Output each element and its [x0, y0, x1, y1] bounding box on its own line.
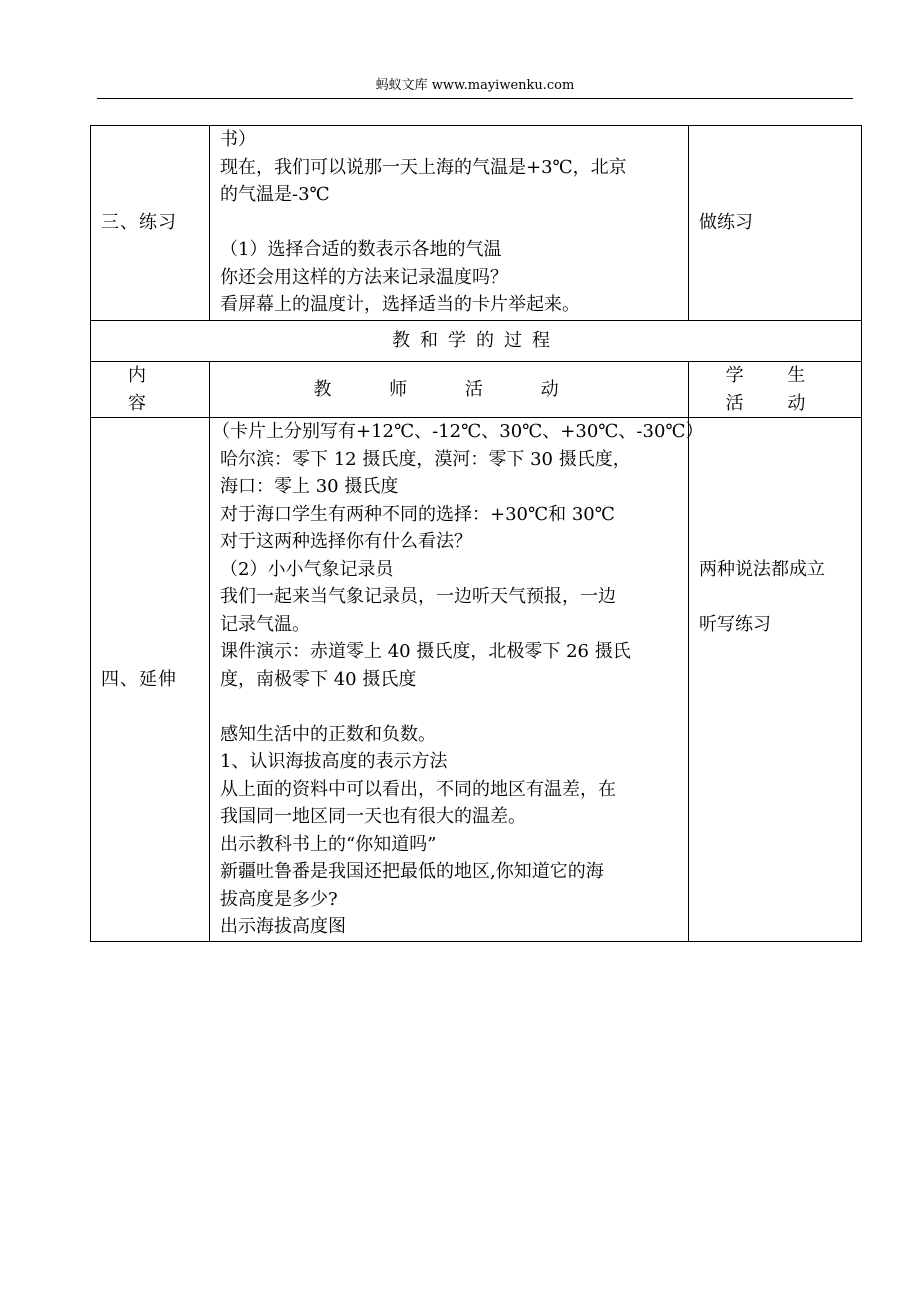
text-line: 我国同一地区同一天也有很大的温差。: [220, 806, 526, 827]
lesson-plan-table: [90, 125, 862, 942]
text-line: 出示海拔高度图: [220, 916, 346, 937]
text-line: 我们一起来当气象记录员，一边听天气预报，一边: [220, 586, 616, 607]
table-row-headers: [91, 362, 862, 418]
column-header-teacher: 教 师 活 动: [210, 362, 689, 418]
text-line: 出示教科书上的“你知道吗”: [220, 833, 437, 855]
text-line: 1、认识海拔高度的表示方法: [220, 751, 448, 772]
text-line: 新疆吐鲁番是我国还把最低的地区,你知道它的海: [220, 861, 604, 882]
header-text: 蚂蚁文库 www.mayiwenku.com: [375, 78, 575, 93]
text-line: 感知生活中的正数和负数。: [220, 723, 436, 745]
text-line: 哈尔滨：零下 12 摄氏度，漠河：零下 30 摄氏度，: [220, 448, 631, 470]
text-line: （卡片上分别写有+12℃、-12℃、30℃、+30℃、-30℃）: [212, 421, 704, 442]
student-activity-extension: [689, 418, 862, 942]
column-header-content: 内 容: [91, 362, 210, 418]
table-row-practice: [91, 126, 862, 321]
table-row-title: [91, 321, 862, 362]
text-line: 课件演示：赤道零上 40 摄氏度，北极零下 26 摄氏: [220, 641, 631, 662]
teacher-activity-practice: [210, 126, 689, 321]
process-title: 教和学的过程: [91, 321, 862, 362]
text-line: 拔高度是多少?: [220, 888, 338, 910]
text-line: 从上面的资料中可以看出，不同的地区有温差，在: [220, 778, 616, 800]
text-line: 现在，我们可以说那一天上海的气温是+3℃，北京: [220, 156, 627, 178]
blank-line: [220, 693, 678, 721]
text-line: 两种说法都成立: [699, 558, 825, 580]
section-label-practice: 三、练习: [91, 126, 210, 321]
text-line: 记录气温。: [220, 613, 310, 635]
table-row-extension: [91, 418, 862, 942]
column-header-student: 学 生 活 动: [689, 362, 862, 418]
text-line: 对于这两种选择你有什么看法？: [220, 531, 472, 552]
text-line: 度，南极零下 40 摄氏度: [220, 668, 417, 690]
text-line: 对于海口学生有两种不同的选择：+30℃和 30℃: [220, 503, 615, 525]
text-line: 海口：零上 30 摄氏度: [220, 476, 399, 497]
text-line: 书）: [220, 129, 256, 150]
text-line: 听写练习: [699, 613, 771, 635]
student-activity-practice: 做练习: [689, 126, 862, 321]
text-line: （1）选择合适的数表示各地的气温: [220, 239, 502, 260]
text-line: 你还会用这样的方法来记录温度吗？: [220, 266, 508, 288]
blank-line: [220, 209, 678, 237]
text-line: 看屏幕上的温度计，选择适当的卡片举起来。: [220, 294, 580, 315]
page-header: [97, 76, 853, 99]
text-line: （2）小小气象记录员: [220, 558, 394, 580]
section-label-extension: 四、延伸: [91, 418, 210, 942]
text-line: 的气温是-3℃: [220, 184, 330, 205]
teacher-activity-extension: [210, 418, 704, 942]
